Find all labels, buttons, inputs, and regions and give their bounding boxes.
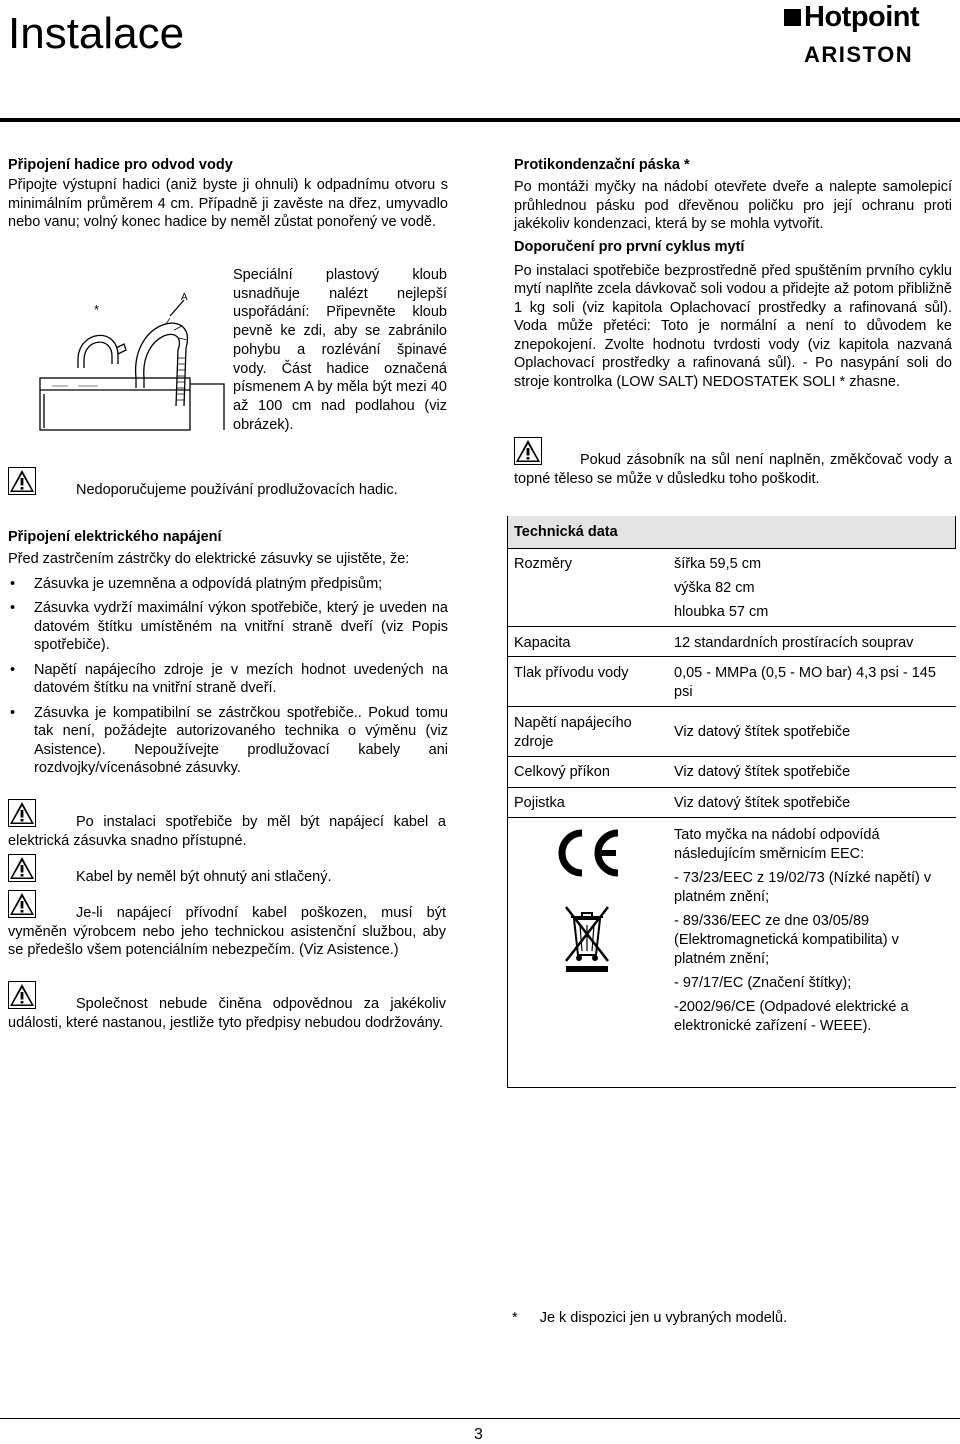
condensation-text: Po montáži myčky na nádobí otevřete dveře a nalepte samolepicí průhlednou pásku pod dřevěnou poličku pro její ochranu proti jakékoliv kondenzaci, která by se mohla vytvořit. bbox=[514, 179, 952, 232]
footnote-text: Je k dispozici jen u vybraných modelů. bbox=[539, 1310, 788, 1326]
electric-bullet-list bbox=[8, 575, 448, 778]
tech-value: výška 82 cm bbox=[674, 580, 755, 596]
logo-square-icon bbox=[784, 9, 801, 26]
warning-icon bbox=[8, 854, 36, 882]
list-item: - 89/336/EEC ze dne 03/05/89 (Elektromagnetická kompatibilita) v platném znění; bbox=[674, 913, 899, 967]
footnote-marker: * bbox=[512, 1310, 518, 1326]
weee-bin-icon bbox=[562, 903, 612, 973]
first-cycle-heading: Doporučení pro první cyklus mytí bbox=[514, 238, 745, 255]
electric-warning-3: Je-li napájecí přívodní kabel poškozen, musí být vyměněn výrobcem nebo jeho technickou asistenční službou, aby se předešlo všem potenciálním nebezpečím. (Viz Asistence.) bbox=[8, 905, 446, 958]
tech-label-dimensions: Rozměry bbox=[514, 556, 573, 572]
electric-section bbox=[8, 528, 448, 784]
tech-value: hloubka 57 cm bbox=[674, 604, 769, 620]
warning-icon bbox=[8, 467, 36, 495]
tech-label-voltage: Napětí napájecího zdroje bbox=[514, 715, 632, 750]
tech-label-fuse: Pojistka bbox=[514, 795, 565, 811]
drain-section bbox=[8, 156, 448, 232]
electric-warning-2: Kabel by neměl být ohnutý ani stlačený. bbox=[76, 869, 332, 885]
first-cycle-text: Po instalaci spotřebiče bezprostředně před spuštěním prvního cyklu mytí naplňte zcela dávkovač soli vodou a přidejte až potom přibližně 1 kg soli (viz kapitola Oplachovací prostředky a rafinovaná sůl). Voda může přetéci: Toto je normální a není to důvodem ke znepokojení. Zvolte hodnotu tvrdosti vody (viz kapitola nazvaná Oplachovací prostředky a rafinovaná sůl). - Po nasypání soli do stroje kontrolka (LOW SALT) NEDOSTATEK SOLI * zhasne. bbox=[514, 262, 952, 390]
figure-marker-a: A bbox=[181, 292, 188, 303]
tech-label-power: Celkový příkon bbox=[514, 764, 610, 780]
list-item: - 97/17/EC (Značení štítky); bbox=[674, 975, 852, 991]
tech-label-pressure: Tlak přívodu vody bbox=[514, 665, 629, 681]
drain-figure-caption: Speciální plastový kloub usnadňuje nalézt nejlepší uspořádání: Připevněte kloub pevně ke zdi, aby se zabránilo pohybu a rozlévání špinavé vody. Část hadice označená písmenem A by měla být mezi 40 až 100 cm nad podlahou (viz obrázek). bbox=[233, 267, 447, 433]
brand-subname: ARISTON bbox=[804, 42, 914, 67]
brand-name: Hotpoint bbox=[804, 1, 920, 33]
drain-warning: Nedoporučujeme používání prodlužovacích hadic. bbox=[76, 482, 398, 498]
drain-text: Připojte výstupní hadici (aniž byste ji ohnuli) k odpadnímu otvoru s minimálním průměrem 4 cm. Případně ji zavěste na dřez, umyvadlo nebo vanu; volný konec hadice by neměl zůstat ponořený ve vodě. bbox=[8, 177, 448, 230]
list-item: -2002/96/CE (Odpadové elektrické a elektronické zařízení - WEEE). bbox=[674, 999, 909, 1034]
ce-mark-icon bbox=[552, 828, 622, 878]
tech-value: šířka 59,5 cm bbox=[674, 556, 762, 572]
electric-intro: Před zastrčením zástrčky do elektrické zásuvky se ujistěte, že: bbox=[8, 551, 410, 567]
tech-heading: Technická data bbox=[514, 524, 618, 540]
brand-logo bbox=[784, 0, 954, 72]
page-number: 3 bbox=[474, 1426, 483, 1443]
tech-label-capacity: Kapacita bbox=[514, 635, 571, 651]
electric-warning-4: Společnost nebude činěna odpovědnou za jakékoliv události, které nastanou, jestliže tyto předpisy nebudou dodržovány. bbox=[8, 996, 446, 1031]
tech-table-bottom-border bbox=[507, 1087, 956, 1088]
list-item: • Zásuvka je uzemněna a odpovídá platným předpisům; bbox=[8, 575, 448, 594]
tech-value: Viz datový štítek spotřebiče bbox=[674, 795, 851, 811]
tech-value: 12 standardních prostíracích souprav bbox=[674, 635, 914, 651]
page-title: Instalace bbox=[8, 9, 185, 58]
electric-warning-1: Po instalaci spotřebiče by měl být napájecí kabel a elektrická zásuvka snadno přístupné. bbox=[8, 814, 446, 849]
footer-divider bbox=[0, 1418, 960, 1419]
eec-intro: Tato myčka na nádobí odpovídá následujícím směrnicím EEC: bbox=[674, 827, 880, 862]
tech-value: 0,05 - MMPa (0,5 - MO bar) 4,3 psi - 145 psi bbox=[674, 665, 936, 700]
electric-heading: Připojení elektrického napájení bbox=[8, 529, 222, 545]
tech-value: Viz datový štítek spotřebiče bbox=[674, 724, 851, 740]
eec-section bbox=[674, 826, 954, 1036]
condensation-section bbox=[514, 156, 952, 391]
list-item: • Napětí napájecího zdroje je v mezích hodnot uvedených na datovém štítku na vnitřní straně dveří. bbox=[8, 661, 448, 698]
tech-value: Viz datový štítek spotřebiče bbox=[674, 764, 851, 780]
footnote bbox=[512, 1310, 787, 1326]
figure-marker-star: * bbox=[94, 302, 100, 317]
list-item: - 73/23/EEC z 19/02/73 (Nízké napětí) v platném znění; bbox=[674, 870, 932, 905]
drain-heading: Připojení hadice pro odvod vody bbox=[8, 157, 233, 173]
condensation-heading: Protikondenzační páska * bbox=[514, 157, 690, 173]
header-divider bbox=[0, 118, 960, 122]
tech-table-left-border bbox=[507, 516, 508, 1088]
list-item: • Zásuvka je kompatibilní se zástrčkou spotřebiče.. Pokud tomu tak není, požádejte autorizovaného technika o výměnu (viz Asistence). Nepoužívejte prodlužovací kabely ani rozdvojky/vícenásobné zásuvky. bbox=[8, 704, 448, 778]
list-item: • Zásuvka vydrží maximální výkon spotřebiče, který je uveden na datovém štítku umístěném na vnitřní straně dveří (viz Popis spotřebiče). bbox=[8, 599, 448, 655]
first-cycle-warning: Pokud zásobník na sůl není naplněn, změkčovač vody a topné těleso se může v důsledku toho poškodit. bbox=[514, 452, 952, 487]
hose-figure bbox=[38, 288, 228, 433]
